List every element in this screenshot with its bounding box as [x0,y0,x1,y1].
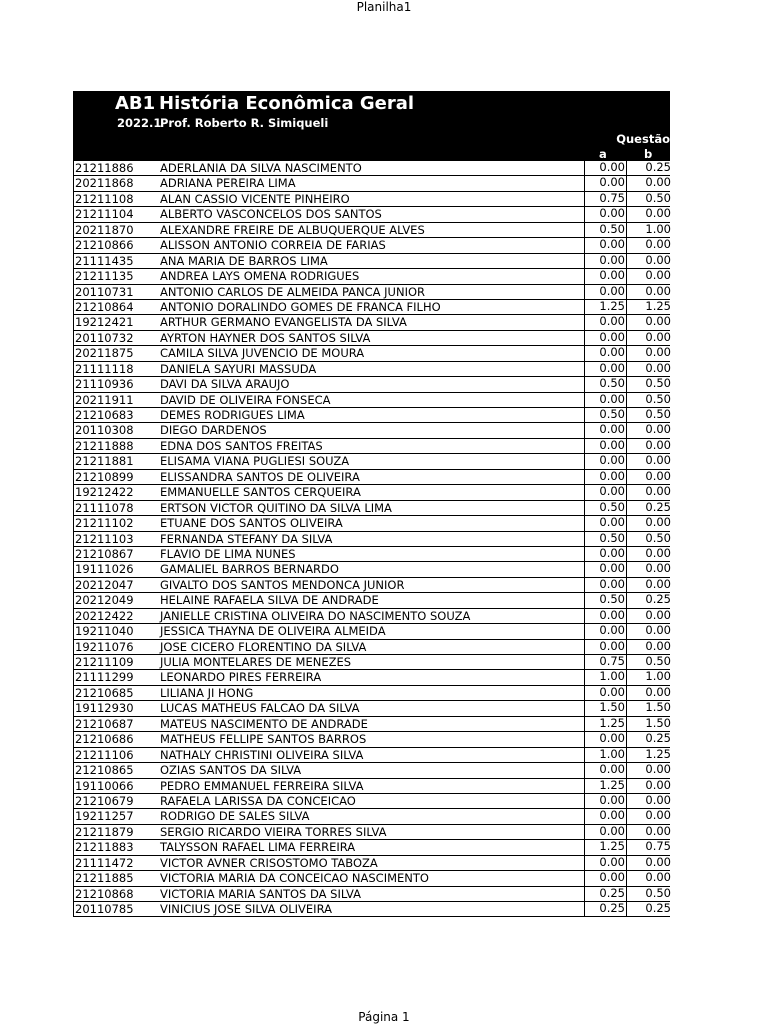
student-name: VICTORIA MARIA DA CONCEICAO NASCIMENTO [160,871,429,886]
student-id: 21210683 [75,408,134,422]
course-title: História Econômica Geral [159,93,415,114]
grade-a: 0.75 [584,191,627,206]
student-id: 20211875 [75,346,134,361]
grade-a: 0.00 [584,639,627,654]
column-a-header: a [599,147,607,161]
grade-a: 0.50 [584,407,627,422]
student-name: SERGIO RICARDO VIEIRA TORRES SILVA [160,824,387,839]
student-name: ARTHUR GERMANO EVANGELISTA DA SILVA [160,315,407,330]
student-id: 21210868 [75,886,134,901]
grade-a: 0.00 [584,345,627,360]
table-row [73,223,670,238]
student-name: RAFAELA LARISSA DA CONCEICAO [160,793,356,808]
student-name: ETUANE DOS SANTOS OLIVEIRA [160,516,343,531]
student-name: ANA MARIA DE BARROS LIMA [160,253,328,268]
student-name: OZIAS SANTOS DA SILVA [160,763,302,778]
table-row [73,748,670,763]
table-row [73,346,670,361]
student-name: ADERLANIA DA SILVA NASCIMENTO [160,161,362,175]
grade-a: 0.00 [584,268,627,283]
grade-a: 0.00 [584,253,627,268]
student-name: VINICIUS JOSE SILVA OLIVEIRA [160,902,332,916]
grade-a: 0.00 [584,515,627,530]
table-row [73,840,670,855]
student-id: 19110066 [75,778,134,793]
grade-b: 0.00 [645,576,671,591]
student-name: FERNANDA STEFANY DA SILVA [160,531,333,546]
grade-b: 0.00 [645,484,671,499]
grade-b: 0.00 [645,437,671,452]
grade-a: 1.00 [584,669,627,684]
student-name: ALISSON ANTONIO CORREIA DE FARIAS [160,238,386,253]
grade-b: 0.00 [645,870,671,885]
grade-b: 0.50 [645,885,671,900]
student-name: EMMANUELLE SANTOS CERQUEIRA [160,485,361,500]
grades-table [73,161,670,917]
grade-b: 1.25 [645,746,671,761]
student-id: 19211040 [75,624,134,639]
grade-b: 0.00 [645,283,671,298]
table-row [73,285,670,300]
table-row [73,902,670,917]
student-id: 21211104 [75,207,134,222]
student-name: VICTOR AVNER CRISOSTOMO TABOZA [160,855,378,870]
student-name: EDNA DOS SANTOS FREITAS [160,438,323,453]
grade-b: 0.00 [645,314,671,329]
student-name: ERTSON VICTOR QUITINO DA SILVA LIMA [160,500,392,515]
grade-a: 0.50 [584,531,627,546]
student-id: 21211106 [75,747,134,762]
grade-b: 0.00 [645,360,671,375]
student-id: 21211883 [75,840,134,855]
grade-b: 0.50 [645,190,671,205]
student-name: LEONARDO PIRES FERREIRA [160,670,322,685]
table-row [73,207,670,222]
student-id: 19112930 [75,701,134,716]
table-row [73,238,670,253]
student-name: JULIA MONTELARES DE MENEZES [160,655,352,669]
student-name: GAMALIEL BARROS BERNARDO [160,562,339,577]
grade-b: 0.50 [645,376,671,391]
student-name: CAMILA SILVA JUVENCIO DE MOURA [160,346,365,361]
grade-b: 0.50 [645,654,671,668]
student-id: 21111299 [75,670,134,685]
student-name: MATHEUS FELLIPE SANTOS BARROS [160,732,367,747]
grade-a: 0.00 [584,855,627,870]
student-id: 20212047 [75,577,134,592]
grade-a: 0.00 [584,484,627,499]
table-row [73,794,670,809]
student-id: 21211108 [75,191,134,206]
grade-a: 0.75 [584,654,627,669]
grade-a: 0.25 [584,886,627,901]
grade-a: 0.00 [584,623,627,638]
table-row [73,871,670,886]
student-name: ADRIANA PEREIRA LIMA [160,176,296,191]
table-row [73,423,670,438]
table-row [73,315,670,330]
student-id: 20110732 [75,330,134,345]
student-id: 20212422 [75,608,134,623]
grade-a: 0.00 [584,685,627,700]
table-row [73,377,670,392]
column-b-header: b [644,147,653,161]
grade-b: 0.00 [645,623,671,638]
grade-b: 0.00 [645,545,671,560]
grade-a: 0.00 [584,237,627,252]
table-row [73,562,670,577]
student-id: 19212422 [75,485,134,500]
grade-a: 0.00 [584,284,627,299]
grade-b: 0.25 [645,901,671,915]
student-name: DAVID DE OLIVEIRA FONSECA [160,392,331,407]
table-row [73,609,670,624]
student-id: 21211885 [75,871,134,886]
grade-b: 0.00 [645,237,671,252]
grade-b: 0.00 [645,854,671,869]
table-row [73,547,670,562]
student-id: 21211102 [75,516,134,531]
student-id: 19211257 [75,809,134,824]
grade-b: 0.00 [645,345,671,360]
student-name: DEMES RODRIGUES LIMA [160,408,305,422]
student-id: 20110785 [75,902,134,916]
grade-a: 0.00 [584,361,627,376]
grade-b: 0.25 [645,499,671,514]
grade-b: 0.00 [645,422,671,437]
table-row [73,887,670,902]
student-id: 21211888 [75,438,134,453]
student-id: 21111118 [75,361,134,376]
student-id: 20211870 [75,222,134,237]
student-name: ANDREA LAYS OMENA RODRIGUES [160,269,360,284]
grade-b: 0.00 [645,823,671,838]
student-name: LILIANA JI HONG [160,685,254,700]
student-name: VICTORIA MARIA SANTOS DA SILVA [160,886,361,901]
table-row [73,254,670,269]
table-row [73,701,670,716]
grade-b: 0.25 [645,592,671,607]
grade-a: 0.00 [584,546,627,561]
student-id: 21211886 [75,161,134,175]
grade-a: 0.00 [584,793,627,808]
student-id: 20211911 [75,392,134,407]
table-row [73,624,670,639]
table-row [73,686,670,701]
student-id: 20110308 [75,423,134,438]
student-id: 21211103 [75,531,134,546]
grade-a: 0.00 [584,870,627,885]
grade-a: 0.50 [584,222,627,237]
student-id: 19212421 [75,315,134,330]
student-id: 21211881 [75,454,134,469]
grade-b: 0.00 [645,777,671,792]
table-row [73,578,670,593]
grade-a: 0.00 [584,608,627,623]
student-id: 21111435 [75,253,134,268]
table-row [73,640,670,655]
table-row [73,300,670,315]
grade-b: 0.00 [645,561,671,576]
course-code: AB1 [115,93,156,114]
table-row [73,161,670,176]
grade-a: 0.00 [584,330,627,345]
student-id: 21210686 [75,732,134,747]
student-id: 21111472 [75,855,134,870]
student-name: ANTONIO DORALINDO GOMES DE FRANCA FILHO [160,299,441,314]
student-id: 20211868 [75,176,134,191]
student-id: 21210864 [75,299,134,314]
student-name: RODRIGO DE SALES SILVA [160,809,310,824]
student-id: 20212049 [75,593,134,608]
grade-b: 1.50 [645,700,671,715]
grade-a: 0.00 [584,392,627,407]
grade-a: 0.00 [584,762,627,777]
question-header: Questão [616,132,670,146]
student-name: JESSICA THAYNA DE OLIVEIRA ALMEIDA [160,624,386,639]
table-row [73,516,670,531]
grade-a: 0.00 [584,422,627,437]
student-name: ALBERTO VASCONCELOS DOS SANTOS [160,207,382,222]
grade-a: 0.00 [584,438,627,453]
student-name: ANTONIO CARLOS DE ALMEIDA PANCA JUNIOR [160,284,426,299]
table-row [73,408,670,423]
student-name: ELISSANDRA SANTOS DE OLIVEIRA [160,469,360,484]
grade-b: 0.00 [645,808,671,823]
grade-a: 0.00 [584,175,627,190]
sheet-name: Planilha1 [356,0,412,14]
grade-b: 1.00 [645,221,671,236]
table-row [73,362,670,377]
grade-a: 0.00 [584,577,627,592]
grade-a: 0.00 [584,469,627,484]
grade-a: 0.50 [584,376,627,391]
grade-a: 1.25 [584,299,627,314]
student-id: 19111026 [75,562,134,577]
table-row [73,779,670,794]
student-name: FLAVIO DE LIMA NUNES [160,546,296,561]
student-name: HELAINE RAFAELA SILVA DE ANDRADE [160,593,379,608]
grade-b: 0.25 [645,731,671,746]
grade-a: 0.00 [584,561,627,576]
grade-a: 1.25 [584,716,627,731]
grade-a: 0.00 [584,160,627,175]
grade-b: 0.25 [645,160,671,174]
table-row [73,331,670,346]
student-name: TALYSSON RAFAEL LIMA FERREIRA [160,840,356,855]
table-row [73,470,670,485]
student-id: 21111078 [75,500,134,515]
student-name: GIVALTO DOS SANTOS MENDONCA JUNIOR [160,577,405,592]
table-row [73,176,670,191]
table-row [73,269,670,284]
table-row [73,809,670,824]
student-id: 21110936 [75,377,134,392]
table-row [73,655,670,670]
table-row [73,393,670,408]
student-name: AYRTON HAYNER DOS SANTOS SILVA [160,330,371,345]
student-name: PEDRO EMMANUEL FERREIRA SILVA [160,778,364,793]
table-row [73,670,670,685]
table-row [73,593,670,608]
table-row [73,732,670,747]
grade-a: 0.00 [584,453,627,468]
table-row [73,192,670,207]
grade-a: 1.00 [584,747,627,762]
student-name: DAVI DA SILVA ARAUJO [160,377,290,392]
grade-a: 1.25 [584,778,627,793]
grade-a: 0.00 [584,824,627,839]
table-row [73,501,670,516]
student-name: LUCAS MATHEUS FALCAO DA SILVA [160,701,360,716]
grade-a: 1.25 [584,839,627,854]
student-id: 21211879 [75,824,134,839]
student-id: 21211109 [75,655,134,669]
grade-a: 0.50 [584,592,627,607]
student-name: NATHALY CHRISTINI OLIVEIRA SILVA [160,747,364,762]
grade-b: 0.00 [645,638,671,653]
student-id: 21210866 [75,238,134,253]
grade-b: 0.00 [645,175,671,190]
student-id: 21211135 [75,269,134,284]
table-row [73,454,670,469]
student-id: 21210685 [75,685,134,700]
student-id: 19211076 [75,639,134,654]
student-name: JANIELLE CRISTINA OLIVEIRA DO NASCIMENTO SOUZA [160,608,471,623]
student-id: 21210899 [75,469,134,484]
grade-a: 0.50 [584,500,627,515]
grade-b: 0.00 [645,607,671,622]
professor-name: Prof. Roberto R. Simiqueli [160,116,329,130]
grade-a: 1.50 [584,700,627,715]
student-id: 21210867 [75,546,134,561]
grade-a: 0.00 [584,808,627,823]
student-id: 21210687 [75,716,134,731]
page-number: Página 1 [358,1010,410,1024]
table-row [73,825,670,840]
table-row [73,532,670,547]
grade-b: 0.00 [645,268,671,283]
grade-a: 0.00 [584,731,627,746]
grade-b: 0.50 [645,407,671,421]
table-row [73,717,670,732]
grade-a: 0.00 [584,314,627,329]
grade-b: 0.00 [645,252,671,267]
grade-b: 0.00 [645,329,671,344]
grade-b: 0.00 [645,453,671,468]
student-name: DIEGO DARDENOS [160,423,267,438]
grade-b: 0.00 [645,792,671,807]
table-row [73,485,670,500]
grade-a: 0.00 [584,206,627,221]
grade-b: 1.50 [645,715,671,730]
student-name: ALAN CASSIO VICENTE PINHEIRO [160,191,350,206]
table-row [73,763,670,778]
student-name: ALEXANDRE FREIRE DE ALBUQUERQUE ALVES [160,222,425,237]
grade-b: 0.75 [645,839,671,854]
semester: 2022.1 [117,116,162,130]
student-name: MATEUS NASCIMENTO DE ANDRADE [160,716,368,731]
grade-b: 0.00 [645,515,671,530]
student-name: ELISAMA VIANA PUGLIESI SOUZA [160,454,350,469]
grade-b: 1.00 [645,669,671,684]
student-id: 21210679 [75,793,134,808]
student-name: DANIELA SAYURI MASSUDA [160,361,317,376]
grade-b: 0.50 [645,530,671,545]
grade-b: 0.00 [645,684,671,699]
grade-b: 0.00 [645,468,671,483]
table-header [73,91,670,161]
student-id: 21210865 [75,763,134,778]
table-row [73,439,670,454]
student-name: JOSE CICERO FLORENTINO DA SILVA [160,639,367,654]
table-row [73,856,670,871]
grade-a: 0.25 [584,901,627,916]
grade-b: 0.50 [645,391,671,406]
student-id: 20110731 [75,284,134,299]
grade-b: 0.00 [645,762,671,777]
grade-b: 1.25 [645,298,671,313]
grade-b: 0.00 [645,206,671,221]
